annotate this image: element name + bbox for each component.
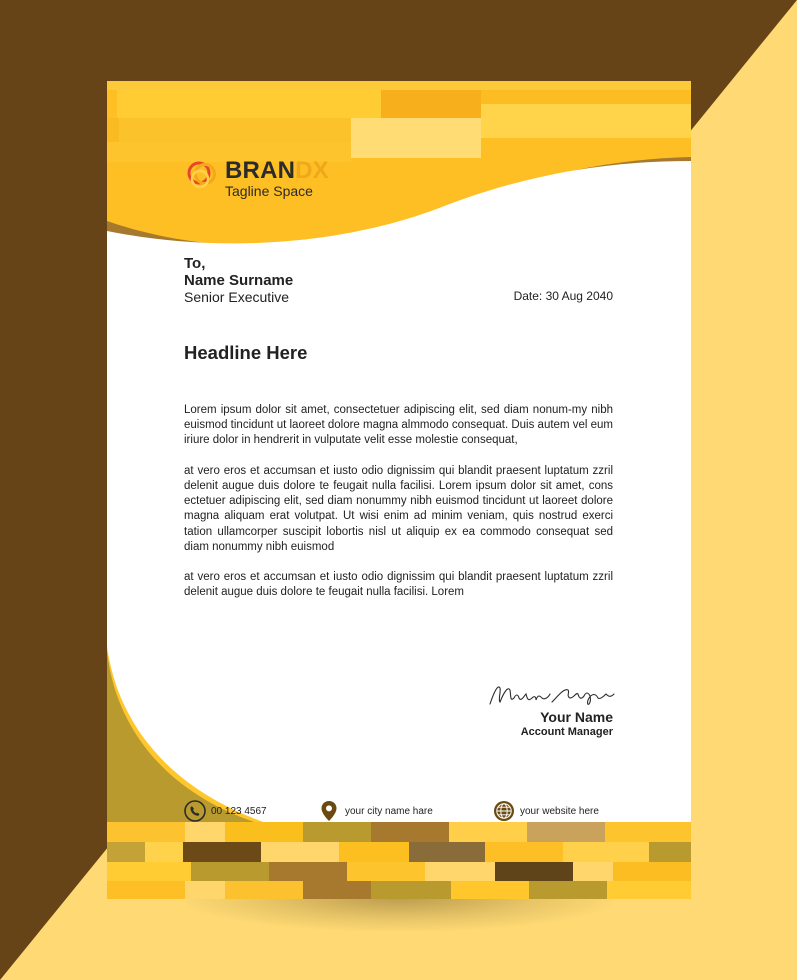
tile xyxy=(495,862,573,881)
tile xyxy=(449,822,527,842)
contact-website-text: your website here xyxy=(520,805,599,817)
tile xyxy=(425,862,495,881)
tile xyxy=(573,862,613,881)
tile xyxy=(339,842,409,862)
tile xyxy=(485,842,563,862)
brand-name-part2: DX xyxy=(295,157,329,184)
tile xyxy=(409,842,485,862)
tile xyxy=(269,862,347,881)
recipient-to-label: To, xyxy=(184,255,206,272)
contact-address-text: your city name hare xyxy=(345,805,433,817)
tile xyxy=(225,822,303,842)
body-paragraph: at vero eros et accumsan et iusto odio dignissim qui blandit praesent luptatum zzril delenit augue duis dolore te feugait nulla facilisi. Lorem xyxy=(184,571,613,599)
body-paragraph: at vero eros et accumsan et iusto odio dignissim qui blandit praesent luptatum zzril delenit augue duis dolore te feugait nulla facilisi. Lorem ipsum dolor sit amet, cons ectetuer adipiscing elit, sed diam nonummy nibh euismod tincidunt ut laoreet dolore magna aliquam erat volutpat. Ut wisi enim ad minim veniam, quis nostrud exerci tation ullamcorper suscipit lobortis nisl ut aliquip ex ea commodo consequat sed diam nonummy nibh euismod xyxy=(184,464,613,553)
signer-role: Account Manager xyxy=(520,726,613,738)
tile xyxy=(185,822,225,842)
tile xyxy=(107,822,185,842)
brand-name xyxy=(225,157,329,185)
tile xyxy=(527,822,605,842)
tile xyxy=(563,842,649,862)
sheet-shadow xyxy=(186,897,612,931)
tile xyxy=(347,862,425,881)
tile xyxy=(107,862,191,881)
headline: Headline Here xyxy=(184,342,308,363)
tile xyxy=(303,881,371,899)
handwritten-signature xyxy=(488,678,616,712)
contact-phone-text: 00 123 4567 xyxy=(211,805,267,817)
tile xyxy=(605,822,691,842)
tile xyxy=(191,862,269,881)
tile xyxy=(303,822,371,842)
tile xyxy=(107,842,145,862)
globe-icon xyxy=(493,800,515,822)
contact-phone xyxy=(184,800,267,822)
tile xyxy=(261,842,339,862)
brand-tagline: Tagline Space xyxy=(225,183,313,199)
letter-date: Date: 30 Aug 2040 xyxy=(513,289,613,303)
signer-name: Your Name xyxy=(540,709,613,725)
location-pin-icon xyxy=(318,800,340,822)
tile xyxy=(613,862,691,881)
tile-band xyxy=(107,822,691,899)
recipient-title: Senior Executive xyxy=(184,289,290,305)
tile xyxy=(649,842,691,862)
letterhead-sheet xyxy=(107,81,691,899)
tile xyxy=(371,822,449,842)
tile xyxy=(185,881,225,899)
tile xyxy=(451,881,529,899)
body-paragraph: Lorem ipsum dolor sit amet, consectetuer adipiscing elit, sed diam nonum-my nibh euismod tincidunt ut laoreet dolore magna almmodo consequat. Duis autem vel eum iriure dolor in hendrerit in vulputate velit esse molestie consequat, xyxy=(184,404,613,447)
tile xyxy=(225,881,303,899)
contact-website xyxy=(493,800,599,822)
tile xyxy=(529,881,607,899)
recipient-name: Name Surname xyxy=(184,272,294,289)
tile xyxy=(371,881,451,899)
letter-body xyxy=(184,403,613,616)
tile xyxy=(107,881,185,899)
tile xyxy=(183,842,261,862)
interlocking-rings-icon xyxy=(185,159,221,195)
contact-address xyxy=(318,800,433,822)
phone-icon xyxy=(184,800,206,822)
brand-name-part1: BRAN xyxy=(225,157,296,184)
tile xyxy=(145,842,183,862)
tile xyxy=(607,881,691,899)
